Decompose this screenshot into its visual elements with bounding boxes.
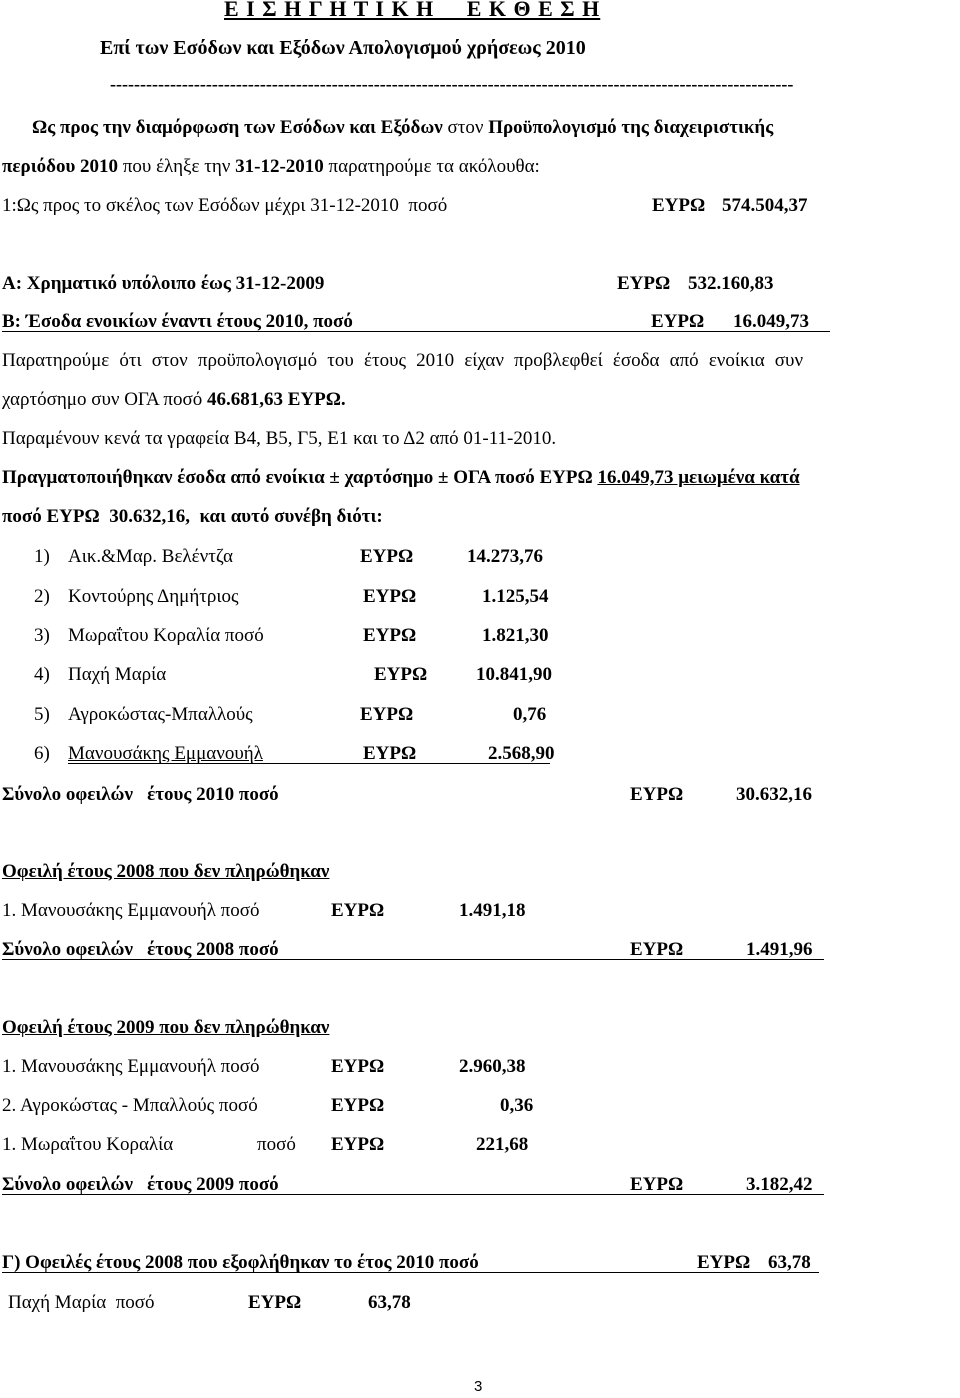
note-line-5: ποσό ΕΥΡΩ 30.632,16, και αυτό συνέβη διότι: bbox=[2, 506, 383, 527]
total-2009-amount: 3.182,42 bbox=[746, 1174, 813, 1195]
income-total-amount: 574.504,37 bbox=[722, 195, 808, 216]
section-c-item-name: Παχή Μαρία ποσό bbox=[8, 1292, 155, 1313]
debtor-name: Μωραΐτου Κοραλία ποσό bbox=[68, 625, 264, 646]
debtor-name: Μανουσάκης Εμμανουήλ bbox=[68, 743, 263, 764]
report-subtitle: Επί των Εσόδων και Εξόδων Απολογισμού χρήσεως 2010 bbox=[100, 37, 586, 59]
debt-2009-heading: Οφειλή έτους 2009 που δεν πληρώθηκαν bbox=[2, 1017, 330, 1038]
debtor-name: Αικ.&Μαρ. Βελέντζα bbox=[68, 546, 233, 567]
note-line-2: χαρτόσημο συν ΟΓΑ ποσό 46.681,63 ΕΥΡΩ. bbox=[2, 389, 346, 410]
total-2008-label: Σύνολο οφειλών έτους 2008 ποσό bbox=[2, 939, 279, 960]
total-2008-currency: ΕΥΡΩ bbox=[630, 939, 684, 960]
debtor-amount: 14.273,76 bbox=[467, 546, 543, 567]
debtor-number: 1) bbox=[34, 546, 50, 567]
dash-separator: ------------------------------------------------------------------------------------------------------------------ bbox=[110, 74, 794, 94]
debtor-currency: ΕΥΡΩ bbox=[374, 664, 428, 685]
section-b-label: Β: Έσοδα ενοικίων έναντι έτους 2010, ποσό bbox=[2, 311, 353, 332]
debt-2008-name: 1. Μανουσάκης Εμμανουήλ ποσό bbox=[2, 900, 260, 921]
total-2008-underline bbox=[2, 959, 824, 960]
total-2010-amount: 30.632,16 bbox=[736, 784, 812, 805]
debt-2009-amount: 0,36 bbox=[500, 1095, 534, 1116]
debt-2008-amount: 1.491,18 bbox=[459, 900, 526, 921]
debt-2009-name: 1. Μανουσάκης Εμμανουήλ ποσό bbox=[2, 1056, 260, 1077]
section-c-label: Γ) Οφειλές έτους 2008 που εξοφλήθηκαν το έτος 2010 ποσό bbox=[2, 1252, 479, 1273]
debtor-currency: ΕΥΡΩ bbox=[363, 625, 417, 646]
intro-line-1: Ως προς την διαμόρφωση των Εσόδων και Εξόδων στον Προϋπολογισμό της διαχειριστικής bbox=[32, 117, 774, 138]
total-2010-currency: ΕΥΡΩ bbox=[630, 784, 684, 805]
debtor-number: 3) bbox=[34, 625, 50, 646]
debtor-currency: ΕΥΡΩ bbox=[363, 586, 417, 607]
income-total-currency: ΕΥΡΩ bbox=[652, 195, 706, 216]
section-c-item-currency: ΕΥΡΩ bbox=[248, 1292, 302, 1313]
debtor-number: 5) bbox=[34, 704, 50, 725]
total-2009-label: Σύνολο οφειλών έτους 2009 ποσό bbox=[2, 1174, 279, 1195]
debt-2009-currency: ΕΥΡΩ bbox=[331, 1056, 385, 1077]
section-a-currency: ΕΥΡΩ bbox=[617, 273, 671, 294]
total-2010-label: Σύνολο οφειλών έτους 2010 ποσό bbox=[2, 784, 279, 805]
debtor-last-underline bbox=[68, 763, 550, 764]
debt-2009-name: 2. Αγροκώστας - Μπαλλούς ποσό bbox=[2, 1095, 258, 1116]
income-total-label: 1:Ως προς το σκέλος των Εσόδων μέχρι 31-12-2010 ποσό bbox=[2, 195, 448, 216]
report-title: Ε Ι Σ Η Γ Η Τ Ι Κ Η Ε Κ Θ Ε Σ Η bbox=[224, 0, 601, 21]
note-line-3: Παραμένουν κενά τα γραφεία Β4, Β5, Γ5, Ε1 και το Δ2 από 01-11-2010. bbox=[2, 428, 557, 449]
debt-2008-heading: Οφειλή έτους 2008 που δεν πληρώθηκαν bbox=[2, 861, 330, 882]
intro-line-2: περιόδου 2010 που έληξε την 31-12-2010 παρατηρούμε τα ακόλουθα: bbox=[2, 156, 540, 177]
debtor-name: Αγροκώστας-Μπαλλούς bbox=[68, 704, 253, 725]
debt-2008-currency: ΕΥΡΩ bbox=[331, 900, 385, 921]
debtor-name: Κοντούρης Δημήτριος bbox=[68, 586, 239, 607]
debtor-currency: ΕΥΡΩ bbox=[360, 704, 414, 725]
section-a-amount: 532.160,83 bbox=[688, 273, 774, 294]
section-c-amount: 63,78 bbox=[768, 1252, 811, 1273]
section-b-currency: ΕΥΡΩ bbox=[651, 311, 705, 332]
debtor-amount: 2.568,90 bbox=[488, 743, 555, 764]
note-line-4: Πραγματοποιήθηκαν έσοδα από ενοίκια ± χαρτόσημο ± ΟΓΑ ποσό ΕΥΡΩ 16.049,73 μειωμένα κατά bbox=[2, 467, 800, 488]
page-number: 3 bbox=[474, 1378, 483, 1395]
section-a-label: Α: Χρηματικό υπόλοιπο έως 31-12-2009 bbox=[2, 273, 325, 294]
total-2009-underline bbox=[2, 1194, 824, 1195]
debt-2009-currency: ΕΥΡΩ bbox=[331, 1134, 385, 1155]
section-c-currency: ΕΥΡΩ bbox=[697, 1252, 751, 1273]
section-c-underline bbox=[2, 1272, 819, 1273]
debtor-number: 4) bbox=[34, 664, 50, 685]
debt-2009-amount: 2.960,38 bbox=[459, 1056, 526, 1077]
debt-2009-mid: ποσό bbox=[257, 1134, 296, 1155]
total-2009-currency: ΕΥΡΩ bbox=[630, 1174, 684, 1195]
debtor-name: Παχή Μαρία bbox=[68, 664, 167, 685]
total-2008-amount: 1.491,96 bbox=[746, 939, 813, 960]
debtor-number: 2) bbox=[34, 586, 50, 607]
debtor-amount: 1.125,54 bbox=[482, 586, 549, 607]
debt-2009-name: 1. Μωραΐτου Κοραλία bbox=[2, 1134, 174, 1155]
debtor-currency: ΕΥΡΩ bbox=[363, 743, 417, 764]
debt-2009-amount: 221,68 bbox=[476, 1134, 529, 1155]
debtor-amount: 10.841,90 bbox=[476, 664, 552, 685]
note-line-1: Παρατηρούμε ότι στον προϋπολογισμό του έτους 2010 είχαν προβλεφθεί έσοδα από ενοίκια συν bbox=[2, 350, 804, 371]
section-b-underline bbox=[2, 331, 830, 332]
debtor-currency: ΕΥΡΩ bbox=[360, 546, 414, 567]
debtor-number: 6) bbox=[34, 743, 50, 764]
section-b-amount: 16.049,73 bbox=[733, 311, 809, 332]
debt-2009-currency: ΕΥΡΩ bbox=[331, 1095, 385, 1116]
section-c-item-amount: 63,78 bbox=[368, 1292, 411, 1313]
debtor-amount: 1.821,30 bbox=[482, 625, 549, 646]
debtor-amount: 0,76 bbox=[513, 704, 547, 725]
